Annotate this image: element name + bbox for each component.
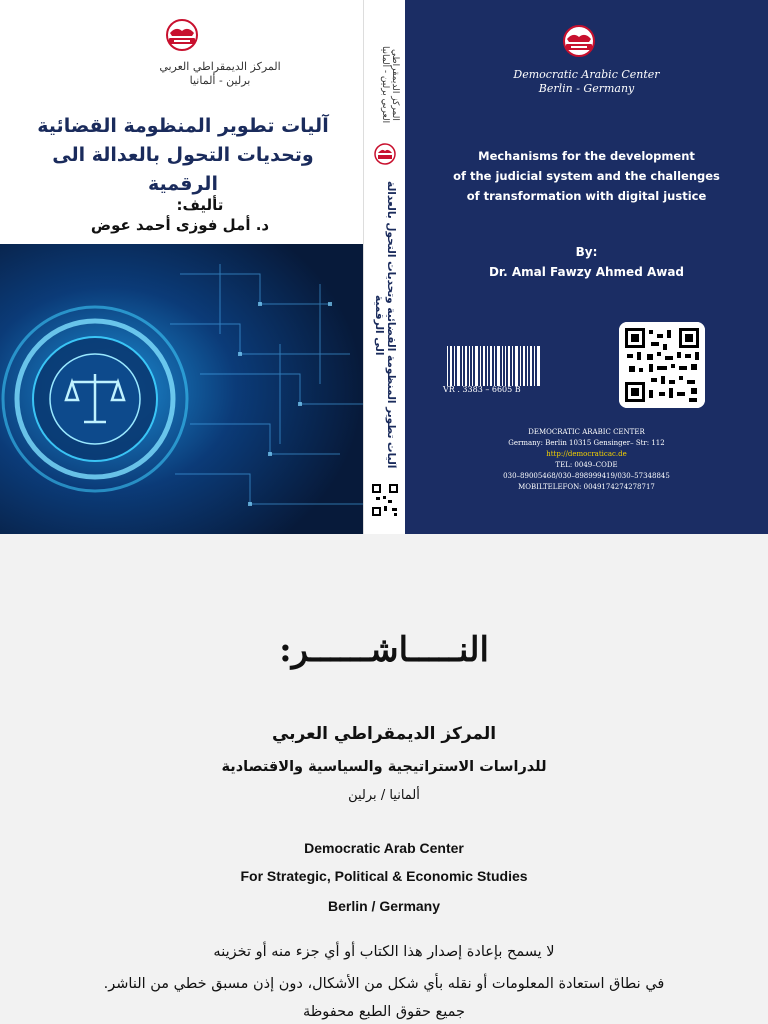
author-label-ar: تأليف:: [176, 196, 224, 214]
contact-tel-numbers: 030–89005468/030–898999419/030–57348845: [503, 472, 670, 480]
rights-reserved-line: جميع حقوق الطبع محفوظة: [302, 1004, 465, 1020]
qr-code-icon: [619, 322, 705, 408]
book-title-ar: آليات تطوير المنظومة القضائية وتحديات التحول بالعدالة الى الرقمية: [37, 115, 329, 195]
back-cover: [405, 0, 768, 534]
publisher-name-ar: المركز الديمقراطي العربي برلين - ألمانيا: [159, 60, 281, 87]
publisher-info-page: [0, 534, 768, 1024]
book-spine: [363, 0, 407, 534]
rights-notice-line: لا يسمح بإعادة إصدار هذا الكتاب أو أي جزء منه أو تخزينه: [213, 944, 555, 960]
spine-qr-code-icon: [370, 482, 400, 518]
author-name-en: Dr. Amal Fawzy Ahmed Awad: [488, 265, 685, 279]
spine-publisher: المركز الديمقراطي العربي برلين - ألمانيا: [380, 46, 400, 124]
publisher-logo-icon: [559, 24, 599, 60]
contact-tel-label: TEL: 0049–CODE: [555, 461, 618, 469]
org-name-ar: المركز الديمقراطي العربي: [271, 724, 497, 744]
barcode-icon: [445, 346, 543, 386]
isbn-number: VR . 3383 – 6605 B: [443, 385, 521, 394]
publisher-contact-block: [405, 427, 768, 493]
author-name-ar: د. أمل فوزى أحمد عوض: [90, 216, 270, 234]
contact-address: Germany: Berlin 10315 Gensinger– Str: 112: [508, 439, 665, 447]
contact-name: DEMOCRATIC ARABIC CENTER: [528, 428, 645, 436]
by-label: By:: [575, 245, 598, 259]
contact-website-link[interactable]: http://democraticac.de: [546, 450, 627, 458]
spine-logo-icon: [373, 142, 397, 166]
org-name-en: Democratic Arab Center: [304, 840, 464, 856]
rights-notice-line: في نطاق استعادة المعلومات أو نقله بأي شكل من الأشكال، دون إذن مسبق خطي من الناشر.: [103, 976, 665, 992]
spine-title: آليات تطوير المنظومة القضائية وتحديات التحول بالعدالة الى الرقمية: [373, 181, 397, 469]
location-en: Berlin / Germany: [327, 898, 441, 914]
publisher-heading: النـــــاشــــــر:: [279, 630, 489, 670]
publisher-logo-icon: [162, 18, 202, 54]
org-subtitle-ar: للدراسات الاستراتيجية والسياسية والاقتصادية: [221, 759, 547, 775]
org-subtitle-en: For Strategic, Political & Economic Studies: [240, 868, 528, 884]
contact-mobile: MOBILTELEFON: 0049174274278717: [518, 483, 655, 491]
publisher-name-en: Democratic Arabic Center Berlin - Germany: [513, 68, 660, 95]
book-title-en: Mechanisms for the development of the judicial system and the challenges of transformation with digital justice: [453, 149, 720, 203]
location-ar: ألمانيا / برلين: [348, 788, 420, 803]
cover-justice-scale-artwork: [0, 244, 363, 534]
front-cover: [0, 0, 363, 534]
